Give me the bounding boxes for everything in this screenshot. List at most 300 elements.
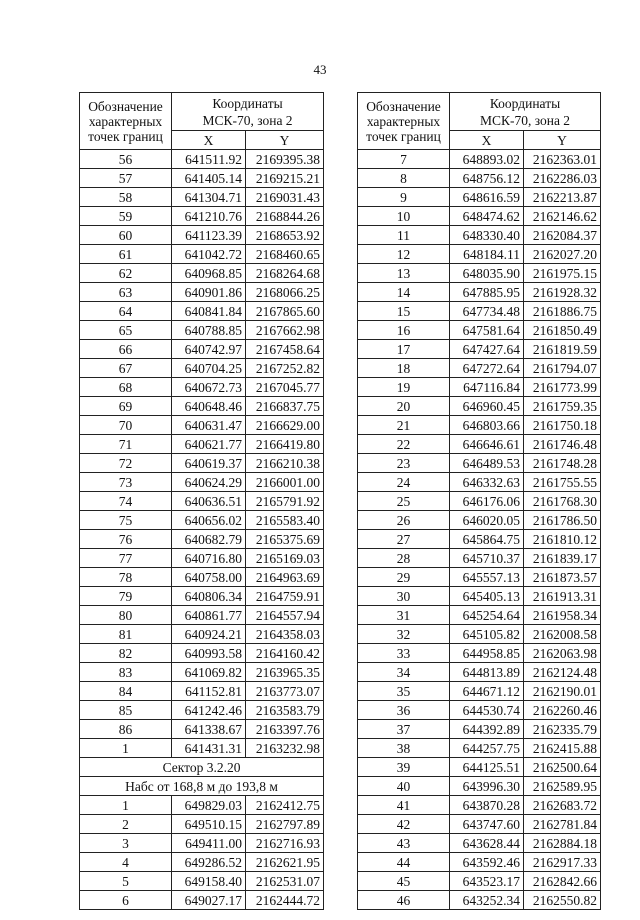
point-id-cell: 68 [80,378,172,397]
y-coordinate-cell: 2168844.26 [246,207,324,226]
point-id-cell: 4 [80,853,172,872]
point-id-cell: 18 [358,359,450,378]
x-coordinate-cell: 643996.30 [450,777,524,796]
y-coordinate-cell: 2161958.34 [524,606,601,625]
x-column-header: X [450,131,524,150]
table-row [358,739,601,758]
y-coordinate-cell: 2161819.59 [524,340,601,359]
table-row [80,473,324,492]
point-id-cell: 63 [80,283,172,302]
table-row [80,853,324,872]
x-coordinate-cell: 641431.31 [172,739,246,758]
table-row [80,435,324,454]
table-row [80,416,324,435]
point-id-cell: 74 [80,492,172,511]
point-id-cell: 77 [80,549,172,568]
point-id-cell: 15 [358,302,450,321]
section-header-row [80,758,324,777]
y-coordinate-cell: 2163397.76 [246,720,324,739]
left-table-body [80,150,324,910]
point-id-cell: 58 [80,188,172,207]
x-column-header: X [172,131,246,150]
x-coordinate-cell: 640656.02 [172,511,246,530]
table-row [358,378,601,397]
point-id-cell: 21 [358,416,450,435]
table-row [358,435,601,454]
point-id-cell: 27 [358,530,450,549]
x-coordinate-cell: 649829.03 [172,796,246,815]
table-row [80,283,324,302]
point-id-cell: 28 [358,549,450,568]
point-id-cell: 11 [358,226,450,245]
x-coordinate-cell: 640619.37 [172,454,246,473]
table-row [80,359,324,378]
x-coordinate-cell: 646803.66 [450,416,524,435]
table-row [358,188,601,207]
table-row [358,663,601,682]
x-coordinate-cell: 641210.76 [172,207,246,226]
y-coordinate-cell: 2161759.35 [524,397,601,416]
sector-title: Сектор 3.2.20 [80,758,324,777]
point-id-cell: 42 [358,815,450,834]
point-id-cell: 43 [358,834,450,853]
x-coordinate-cell: 649158.40 [172,872,246,891]
point-id-cell: 39 [358,758,450,777]
y-coordinate-cell: 2162063.98 [524,644,601,663]
x-coordinate-cell: 646646.61 [450,435,524,454]
x-coordinate-cell: 648893.02 [450,150,524,169]
y-coordinate-cell: 2161794.07 [524,359,601,378]
x-coordinate-cell: 644813.89 [450,663,524,682]
y-coordinate-cell: 2161850.49 [524,321,601,340]
y-coordinate-cell: 2167662.98 [246,321,324,340]
point-id-cell: 81 [80,625,172,644]
table-row [358,606,601,625]
point-id-cell: 13 [358,264,450,283]
point-id-cell: 67 [80,359,172,378]
point-id-cell: 75 [80,511,172,530]
x-coordinate-cell: 640682.79 [172,530,246,549]
x-coordinate-cell: 647885.95 [450,283,524,302]
table-row [80,530,324,549]
table-row [358,701,601,720]
y-coordinate-cell: 2166629.00 [246,416,324,435]
x-coordinate-cell: 646960.45 [450,397,524,416]
y-column-header: Y [524,131,601,150]
coordinates-header: Координаты МСК-70, зона 2 [172,93,324,131]
table-row [358,245,601,264]
table-row [358,720,601,739]
y-coordinate-cell: 2161746.48 [524,435,601,454]
y-coordinate-cell: 2162335.79 [524,720,601,739]
right-table-body [358,150,601,910]
y-coordinate-cell: 2161886.75 [524,302,601,321]
point-id-cell: 85 [80,701,172,720]
table-row [358,511,601,530]
table-row [80,701,324,720]
point-id-cell: 8 [358,169,450,188]
x-coordinate-cell: 644125.51 [450,758,524,777]
point-id-cell: 56 [80,150,172,169]
point-id-cell: 86 [80,720,172,739]
x-coordinate-cell: 641511.92 [172,150,246,169]
y-coordinate-cell: 2167458.64 [246,340,324,359]
y-coordinate-cell: 2162008.58 [524,625,601,644]
point-id-cell: 23 [358,454,450,473]
table-row [358,302,601,321]
x-coordinate-cell: 646020.05 [450,511,524,530]
point-id-cell: 1 [80,739,172,758]
point-id-cell: 70 [80,416,172,435]
x-coordinate-cell: 643870.28 [450,796,524,815]
x-coordinate-cell: 643252.34 [450,891,524,910]
x-coordinate-cell: 646176.06 [450,492,524,511]
table-row [358,644,601,663]
x-coordinate-cell: 640806.34 [172,587,246,606]
table-row [80,321,324,340]
point-id-cell: 61 [80,245,172,264]
point-id-cell: 1 [80,796,172,815]
x-coordinate-cell: 649510.15 [172,815,246,834]
table-row [358,682,601,701]
point-id-cell: 2 [80,815,172,834]
x-coordinate-cell: 645864.75 [450,530,524,549]
point-id-cell: 34 [358,663,450,682]
table-row [358,530,601,549]
x-coordinate-cell: 641242.46 [172,701,246,720]
y-coordinate-cell: 2167865.60 [246,302,324,321]
y-coordinate-cell: 2163773.07 [246,682,324,701]
coordinates-header: Координаты МСК-70, зона 2 [450,93,601,131]
y-coordinate-cell: 2162027.20 [524,245,601,264]
x-coordinate-cell: 640924.21 [172,625,246,644]
point-id-cell: 41 [358,796,450,815]
x-coordinate-cell: 643628.44 [450,834,524,853]
y-coordinate-cell: 2163965.35 [246,663,324,682]
x-coordinate-cell: 640716.80 [172,549,246,568]
sector-subtitle: Набс от 168,8 м до 193,8 м [80,777,324,796]
table-row [358,587,601,606]
table-row [80,207,324,226]
table-row [80,188,324,207]
point-column-header: Обозначение характерных точек границ [358,93,450,150]
x-coordinate-cell: 646489.53 [450,454,524,473]
table-row [80,226,324,245]
y-coordinate-cell: 2168653.92 [246,226,324,245]
x-coordinate-cell: 641338.67 [172,720,246,739]
point-id-cell: 79 [80,587,172,606]
y-coordinate-cell: 2167252.82 [246,359,324,378]
table-row [358,777,601,796]
point-id-cell: 20 [358,397,450,416]
table-row [80,568,324,587]
x-coordinate-cell: 648184.11 [450,245,524,264]
point-id-cell: 44 [358,853,450,872]
x-coordinate-cell: 640636.51 [172,492,246,511]
x-coordinate-cell: 649411.00 [172,834,246,853]
x-coordinate-cell: 644671.12 [450,682,524,701]
y-coordinate-cell: 2164358.03 [246,625,324,644]
point-id-cell: 64 [80,302,172,321]
coordinates-table-left [79,92,324,910]
table-row [358,872,601,891]
point-id-cell: 16 [358,321,450,340]
point-id-cell: 33 [358,644,450,663]
x-coordinate-cell: 640621.77 [172,435,246,454]
table-row [80,891,324,910]
section-header-row [80,777,324,796]
x-coordinate-cell: 648474.62 [450,207,524,226]
y-coordinate-cell: 2161975.15 [524,264,601,283]
point-id-cell: 19 [358,378,450,397]
x-coordinate-cell: 640788.85 [172,321,246,340]
point-id-cell: 17 [358,340,450,359]
y-coordinate-cell: 2161748.28 [524,454,601,473]
point-id-cell: 66 [80,340,172,359]
y-coordinate-cell: 2168460.65 [246,245,324,264]
point-id-cell: 46 [358,891,450,910]
table-row [358,321,601,340]
point-id-cell: 45 [358,872,450,891]
point-id-cell: 76 [80,530,172,549]
y-coordinate-cell: 2169395.38 [246,150,324,169]
y-coordinate-cell: 2169031.43 [246,188,324,207]
x-coordinate-cell: 640841.84 [172,302,246,321]
x-coordinate-cell: 645557.13 [450,568,524,587]
point-id-cell: 36 [358,701,450,720]
table-row [80,245,324,264]
y-coordinate-cell: 2166419.80 [246,435,324,454]
y-coordinate-cell: 2162190.01 [524,682,601,701]
table-row [358,853,601,872]
y-coordinate-cell: 2166210.38 [246,454,324,473]
point-id-cell: 22 [358,435,450,454]
y-coordinate-cell: 2161839.17 [524,549,601,568]
y-coordinate-cell: 2162589.95 [524,777,601,796]
y-coordinate-cell: 2167045.77 [246,378,324,397]
y-coordinate-cell: 2166001.00 [246,473,324,492]
table-row [80,549,324,568]
table-row [358,169,601,188]
x-coordinate-cell: 640704.25 [172,359,246,378]
point-id-cell: 26 [358,511,450,530]
point-id-cell: 35 [358,682,450,701]
y-coordinate-cell: 2168066.25 [246,283,324,302]
x-coordinate-cell: 640861.77 [172,606,246,625]
x-coordinate-cell: 645710.37 [450,549,524,568]
y-coordinate-cell: 2165791.92 [246,492,324,511]
point-id-cell: 73 [80,473,172,492]
y-coordinate-cell: 2162084.37 [524,226,601,245]
y-coordinate-cell: 2161928.32 [524,283,601,302]
table-row [80,587,324,606]
point-id-cell: 3 [80,834,172,853]
x-coordinate-cell: 641152.81 [172,682,246,701]
y-coordinate-cell: 2162124.48 [524,663,601,682]
table-row [80,511,324,530]
point-id-cell: 12 [358,245,450,264]
y-coordinate-cell: 2162531.07 [246,872,324,891]
table-row [358,625,601,644]
y-coordinate-cell: 2168264.68 [246,264,324,283]
table-row [80,302,324,321]
table-row [80,340,324,359]
x-coordinate-cell: 640968.85 [172,264,246,283]
point-id-cell: 7 [358,150,450,169]
x-coordinate-cell: 644958.85 [450,644,524,663]
x-coordinate-cell: 640631.47 [172,416,246,435]
point-id-cell: 62 [80,264,172,283]
y-coordinate-cell: 2162500.64 [524,758,601,777]
table-row [358,492,601,511]
y-coordinate-cell: 2169215.21 [246,169,324,188]
x-coordinate-cell: 648035.90 [450,264,524,283]
y-coordinate-cell: 2161913.31 [524,587,601,606]
table-row [358,815,601,834]
x-coordinate-cell: 647427.64 [450,340,524,359]
y-coordinate-cell: 2164557.94 [246,606,324,625]
x-coordinate-cell: 640742.97 [172,340,246,359]
table-row [80,625,324,644]
table-row [358,568,601,587]
y-coordinate-cell: 2166837.75 [246,397,324,416]
x-coordinate-cell: 649027.17 [172,891,246,910]
point-id-cell: 30 [358,587,450,606]
point-id-cell: 5 [80,872,172,891]
table-row [358,549,601,568]
x-coordinate-cell: 640993.58 [172,644,246,663]
x-coordinate-cell: 646332.63 [450,473,524,492]
y-coordinate-cell: 2162260.46 [524,701,601,720]
y-coordinate-cell: 2162716.93 [246,834,324,853]
table-row [358,207,601,226]
y-coordinate-cell: 2161773.99 [524,378,601,397]
table-row [80,378,324,397]
point-id-cell: 40 [358,777,450,796]
point-id-cell: 82 [80,644,172,663]
point-id-cell: 57 [80,169,172,188]
y-coordinate-cell: 2162146.62 [524,207,601,226]
point-id-cell: 10 [358,207,450,226]
x-coordinate-cell: 644530.74 [450,701,524,720]
y-coordinate-cell: 2161750.18 [524,416,601,435]
x-coordinate-cell: 645405.13 [450,587,524,606]
point-id-cell: 83 [80,663,172,682]
table-row [80,169,324,188]
y-coordinate-cell: 2162444.72 [246,891,324,910]
table-row [80,264,324,283]
y-coordinate-cell: 2162842.66 [524,872,601,891]
x-coordinate-cell: 640901.86 [172,283,246,302]
x-coordinate-cell: 647116.84 [450,378,524,397]
y-coordinate-cell: 2164759.91 [246,587,324,606]
x-coordinate-cell: 641405.14 [172,169,246,188]
point-id-cell: 25 [358,492,450,511]
table-row [358,891,601,910]
table-row [358,150,601,169]
point-id-cell: 72 [80,454,172,473]
table-row [358,283,601,302]
table-row [80,739,324,758]
x-coordinate-cell: 643592.46 [450,853,524,872]
table-row [358,397,601,416]
x-coordinate-cell: 648756.12 [450,169,524,188]
table-row [80,663,324,682]
x-coordinate-cell: 643747.60 [450,815,524,834]
x-coordinate-cell: 645254.64 [450,606,524,625]
table-row [358,226,601,245]
point-id-cell: 60 [80,226,172,245]
point-id-cell: 37 [358,720,450,739]
point-id-cell: 32 [358,625,450,644]
page-number: 43 [313,62,327,77]
x-coordinate-cell: 643523.17 [450,872,524,891]
table-row [358,796,601,815]
y-coordinate-cell: 2161768.30 [524,492,601,511]
point-id-cell: 29 [358,568,450,587]
y-coordinate-cell: 2164963.69 [246,568,324,587]
table-row [80,454,324,473]
point-id-cell: 78 [80,568,172,587]
y-coordinate-cell: 2162550.82 [524,891,601,910]
x-coordinate-cell: 649286.52 [172,853,246,872]
table-row [358,758,601,777]
table-row [80,796,324,815]
y-coordinate-cell: 2162781.84 [524,815,601,834]
table-row [80,815,324,834]
y-coordinate-cell: 2162415.88 [524,739,601,758]
point-id-cell: 84 [80,682,172,701]
y-coordinate-cell: 2163232.98 [246,739,324,758]
x-coordinate-cell: 644257.75 [450,739,524,758]
table-row [358,473,601,492]
table-row [358,416,601,435]
y-coordinate-cell: 2162213.87 [524,188,601,207]
table-row [80,606,324,625]
point-id-cell: 38 [358,739,450,758]
y-coordinate-cell: 2161873.57 [524,568,601,587]
y-coordinate-cell: 2161755.55 [524,473,601,492]
x-coordinate-cell: 647581.64 [450,321,524,340]
x-coordinate-cell: 640648.46 [172,397,246,416]
y-coordinate-cell: 2162286.03 [524,169,601,188]
point-id-cell: 6 [80,891,172,910]
table-row [358,454,601,473]
y-coordinate-cell: 2162884.18 [524,834,601,853]
x-coordinate-cell: 648616.59 [450,188,524,207]
point-id-cell: 71 [80,435,172,454]
y-coordinate-cell: 2163583.79 [246,701,324,720]
point-id-cell: 69 [80,397,172,416]
y-coordinate-cell: 2162797.89 [246,815,324,834]
table-row [80,872,324,891]
table-row [80,720,324,739]
point-id-cell: 24 [358,473,450,492]
table-row [358,264,601,283]
point-id-cell: 59 [80,207,172,226]
x-coordinate-cell: 641042.72 [172,245,246,264]
x-coordinate-cell: 648330.40 [450,226,524,245]
x-coordinate-cell: 640758.00 [172,568,246,587]
y-coordinate-cell: 2161810.12 [524,530,601,549]
y-coordinate-cell: 2162412.75 [246,796,324,815]
y-coordinate-cell: 2162683.72 [524,796,601,815]
y-coordinate-cell: 2162363.01 [524,150,601,169]
y-column-header: Y [246,131,324,150]
x-coordinate-cell: 644392.89 [450,720,524,739]
table-row [358,359,601,378]
y-coordinate-cell: 2162621.95 [246,853,324,872]
